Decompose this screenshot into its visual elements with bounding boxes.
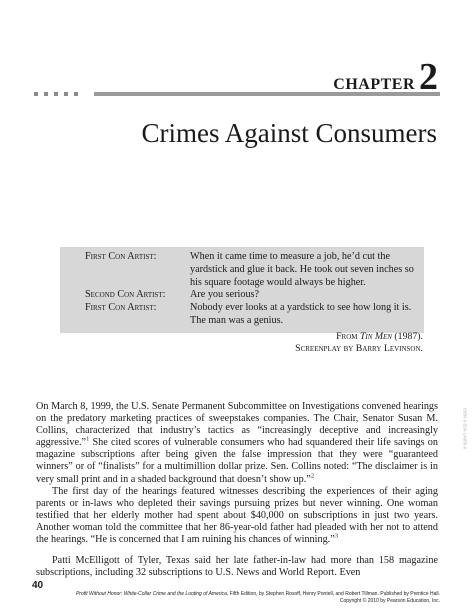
chapter-label (333, 52, 438, 96)
footer-book-title: Profit Without Honor: White-Collar Crime and the Looting of America, (75, 591, 229, 597)
dot (34, 92, 38, 96)
epigraph-speaker: First Con Artist: (85, 251, 157, 262)
attribution-from: From (336, 331, 358, 342)
chapter-header (0, 52, 474, 112)
epigraph-box (60, 247, 424, 333)
chapter-word: CHAPTER (333, 76, 415, 93)
paragraph-text: The first day of the hearings featured witnesses describing the experiences of their aging parents or in-laws who depleted their savings pursuing prizes but never winning. One woman testified that her elderly mother had spent about $40,000 on subscriptions in just two years. Another woman told the committee that her 86-year-old father had pleaded with her not to attend the hearings. “He is concerned that I am ruining his chances of winning.” (36, 485, 438, 546)
epigraph-line (60, 289, 424, 302)
epigraph-line (60, 302, 424, 328)
sidebar-isbn (461, 320, 469, 540)
footer-citation (30, 591, 440, 598)
footnote-marker: 1 (86, 435, 90, 443)
footer-publication: Fifth Edition, by Stephen Rosoff, Henry Pontell, and Robert Tillman. Published by Prentice Hall. (228, 591, 440, 597)
chapter-number: 2 (419, 56, 438, 98)
dot (54, 92, 58, 96)
footer (30, 591, 440, 604)
epigraph-speech: Nobody ever looks at a yardstick to see how long it is. The man was a genius. (190, 302, 412, 326)
epigraph-speech: When it came time to measure a job, he’d cut the yardstick and glue it back. He took out seven inches so his square footage would always be higher. (190, 251, 414, 288)
epigraph-speech: Are you serious? (190, 289, 260, 301)
footnote-marker: 2 (310, 472, 315, 480)
paragraph-text: She cited scores of vulnerable consumers who had squandered their life savings on magazine subscriptions after being given the false impression that they were “guaranteed winners” or of “finalists” for a multimillion dollar prize. Sen. Collins noted: “The disclaimer is in very small print and in a shaded background that doesn’t show up.” (36, 437, 438, 485)
epigraph-attribution (295, 331, 423, 355)
attribution-credit: Screenplay by Barry Levinson. (295, 343, 423, 354)
footnote-marker: 3 (334, 532, 338, 540)
attribution-year: (1987). (394, 331, 423, 342)
dot (64, 92, 68, 96)
dot (44, 92, 48, 96)
footer-copyright: Copyright © 2010 by Pearson Education, Inc. (339, 597, 440, 604)
page-number: 40 (32, 580, 44, 591)
epigraph-line (60, 251, 424, 289)
body-text (36, 401, 438, 579)
dot (74, 92, 78, 96)
epigraph-speaker: Second Con Artist: (85, 289, 166, 301)
chapter-title: Crimes Against Consumers (141, 118, 437, 148)
attribution-source (295, 331, 423, 343)
isbn-text: ISBN 0-536-14986-6 (462, 407, 468, 450)
paragraph (36, 486, 438, 546)
attribution-work: Tin Men (359, 331, 392, 342)
epigraph-speaker: First Con Artist: (85, 302, 157, 314)
paragraph: Patti McElligott of Tyler, Texas said her late father-in-law had more than 158 magazine subscriptions, including 32 subscriptions to U.S. News and World Report. Even (36, 555, 438, 579)
paragraph-text: On March 8, 1999, the U.S. Senate Permanent Subcommittee on Investigations convened hearings on the predatory marketing practices of sweepstakes companies. The Chair, Senator Susan M. Collins, characterized that industry’s tactics as “increasingly deceptive and increasingly aggressive.” (36, 401, 438, 449)
paragraph (36, 401, 438, 486)
